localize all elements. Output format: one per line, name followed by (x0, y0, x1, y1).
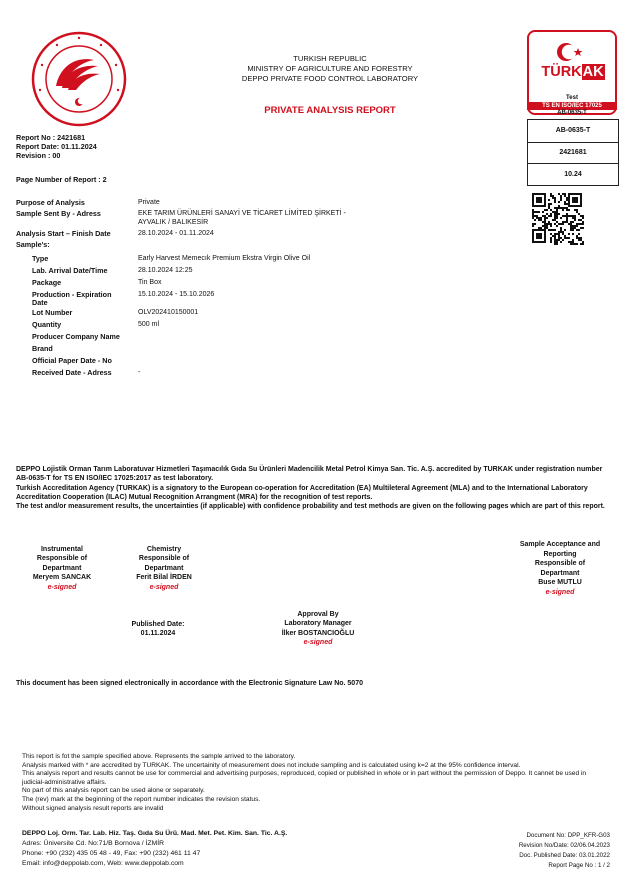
accreditation-p2: Turkish Accreditation Agency (TURKAK) is a signatory to the European co-operation for Accreditation (EA) Multileteral Agreement (MLA) and to the International Laboratory Accreditation Cooperation (ILAC) Mutual Recognition Arrangment (MRA) for the recognition of test reports. (16, 484, 588, 501)
sig-name: Buse MUTLU (538, 579, 582, 587)
turkak-code-box: AB-0635-T (527, 119, 619, 143)
footer-email: Email: info@deppolab.com, Web: www.deppolab.com (22, 860, 184, 867)
sig-title: Approval By (297, 611, 339, 618)
sig-title: Responsible of (138, 555, 190, 563)
accreditation-p3: The test and/or measurement results, the uncertainties (if applicable) with confidence probability and test methods are given on the following pages which are part of this report. (16, 503, 605, 511)
signature-approval (270, 610, 366, 648)
signature-instrumental (16, 545, 108, 592)
footer-address: Adres: Üniversite Cd. No:71/B Bornova / İZMİR (22, 840, 165, 847)
footer-company: DEPPO Loj. Orm. Tar. Lab. Hiz. Taş. Gıda Su Ürü. Mad. Met. Pet. Kim. San. Tic. A.Ş. (22, 830, 288, 837)
note: This report is fot the sample specified above. Represents the sample arrived to the laboratory. (22, 753, 296, 760)
qr-code (532, 193, 584, 245)
note: This analysis report and results cannot be use for commercial and advertising purposes, reproduced, copied or published in whole or in part without the permission of Deppo. It cannet be used in judicial-administrative affairs. (22, 770, 587, 786)
footer-company-info (22, 829, 287, 869)
header-line-2: MINISTRY OF AGRICULTURE AND FORESTRY (247, 64, 413, 73)
footer-doc-no: Document No: DPP_KFR-G03 (526, 832, 610, 839)
sample-label: Brand (32, 344, 53, 353)
sample-value: 28.10.2024 12:25 (138, 267, 193, 274)
turkak-text-turk: TÜRK (541, 64, 582, 80)
page-number: Page Number of Report : 2 (16, 175, 107, 184)
qr-code-icon (532, 193, 584, 245)
turkak-code-small: AB-0635-T (557, 110, 587, 116)
field-label: Purpose of Analysis (16, 198, 85, 207)
field-value: EKE TARIM ÜRÜNLERİ SANAYİ VE TİCARET LİMİTED ŞİRKETİ - (138, 210, 346, 217)
header-line-3: DEPPO PRIVATE FOOD CONTROL LABORATORY (241, 74, 419, 83)
sample-label: Lot Number (32, 308, 73, 317)
sig-title: Reporting (543, 550, 577, 558)
sig-title: Laboratory Manager (284, 620, 352, 628)
turkak-date-box: 10.24 (527, 163, 619, 186)
sample-value: - (138, 369, 141, 376)
note: The (rev) mark at the beginning of the report number indicates the revision status. (22, 795, 261, 803)
published-date (118, 620, 198, 639)
signature-chemistry (118, 545, 210, 592)
sig-name: Meryem SANCAK (32, 574, 92, 582)
sig-name: İlker BOSTANCIOĞLU (281, 629, 355, 637)
sig-title: Instrumental (40, 546, 83, 553)
sample-label: Official Paper Date - No (32, 356, 112, 365)
sig-title: Responsible of (534, 560, 586, 568)
e-signed-mark: e-signed (149, 583, 179, 591)
sample-label: Lab. Arrival Date/Time (32, 266, 108, 275)
published-label: Published Date: (131, 621, 185, 628)
footer-phone: Phone: +90 (232) 435 05 48 - 49, Fax: +90 (232) 461 11 47 (22, 850, 201, 857)
sig-title: Chemistry (146, 546, 182, 553)
esign-law-note: This document has been signed electronically in accordance with the Electronic Signature Law No. 5070 (16, 680, 363, 687)
field-value: Private (138, 199, 160, 206)
footer-rev-no: Revision No/Date: 02/06.04.2023 (518, 842, 610, 849)
footer-pub-date: Doc. Published Date: 03.01.2022 (519, 852, 610, 859)
field-value: 28.10.2024 - 01.11.2024 (138, 230, 214, 237)
page-title: PRIVATE ANALYSIS REPORT (264, 105, 396, 116)
turkak-text-ak: AK (582, 64, 604, 80)
field-label: Sample Sent By - Adress (16, 209, 101, 218)
sample-label: Quantity (32, 320, 62, 329)
ministry-seal (30, 30, 128, 128)
published-value: 01.11.2024 (140, 630, 176, 638)
report-date: Report Date: 01.11.2024 (16, 142, 97, 151)
footer-doc-info (519, 831, 610, 871)
field-value-line2: AYVALIK / BALIKESİR (138, 219, 209, 226)
sample-label: Type (32, 254, 49, 263)
turkak-standard: TS EN ISO/IEC 17025 (527, 102, 617, 110)
turkak-test: Test (566, 95, 578, 101)
e-signed-mark: e-signed (47, 583, 77, 591)
report-number: Report No : 2421681 (16, 133, 86, 142)
accreditation-p1: DEPPO Lojistik Orman Tarım Laboratuvar Hizmetleri Taşımacılık Gıda Su Ürünleri Madencilik Metal Petrol Kimya San. Tic. A.Ş. accredited by TURKAK under registration number AB-0635-T for TS EN ISO/IEC 17025:2017 as test laboratory. (16, 466, 603, 483)
accreditation-text (16, 465, 606, 511)
sample-label: Package (32, 278, 62, 287)
e-signed-mark: e-signed (303, 639, 333, 647)
report-revision: Revision : 00 (16, 151, 61, 160)
sig-title: Departmant (540, 569, 580, 577)
sig-name: Ferit Bilal İRDEN (136, 574, 192, 582)
ministry-seal-icon (30, 30, 128, 128)
sample-label: Received Date - Adress (32, 368, 112, 377)
turkak-test-label (527, 95, 617, 102)
header-line-1: TURKISH REPUBLIC (293, 54, 367, 63)
sig-title: Sample Acceptance and (519, 541, 601, 548)
report-header (200, 54, 460, 84)
signature-sample (508, 540, 612, 598)
sample-label-line2: Date (32, 298, 48, 307)
sample-value: Early Harvest Memecık Premium Ekstra Virgin Olive Oil (138, 255, 311, 262)
sample-label: Production - Expiration (32, 290, 112, 299)
turkak-report-box: 2421681 (527, 142, 619, 164)
footer-page: Report Page No : 1 / 2 (548, 862, 610, 869)
sig-title: Departmant (144, 564, 184, 572)
sample-label: Producer Company Name (32, 332, 120, 341)
report-notes (22, 753, 607, 813)
sample-value: OLV202410150001 (138, 309, 199, 316)
turkak-wordmark (535, 64, 611, 81)
sample-value: 500 ml (138, 321, 160, 328)
sig-title: Responsible of (36, 555, 88, 563)
sig-title: Departmant (42, 564, 82, 572)
note: Analysis marked with * are accredited by TURKAK. The uncertainity of measurement does not include sampling and is calculated using k=2 at the 95% confidence interval. (22, 761, 521, 769)
e-signed-mark: e-signed (545, 588, 575, 596)
report-meta (16, 133, 97, 160)
sample-value: 15.10.2024 - 15.10.2026 (138, 291, 215, 298)
sample-value: Tin Box (138, 279, 162, 286)
note: No part of this analysis report can be used alone or separately. (22, 787, 205, 795)
samples-heading: Sample's: (16, 240, 50, 249)
field-label: Analysis Start – Finish Date (16, 229, 111, 238)
note: Without signed analysis result reports are invalid (22, 804, 164, 812)
